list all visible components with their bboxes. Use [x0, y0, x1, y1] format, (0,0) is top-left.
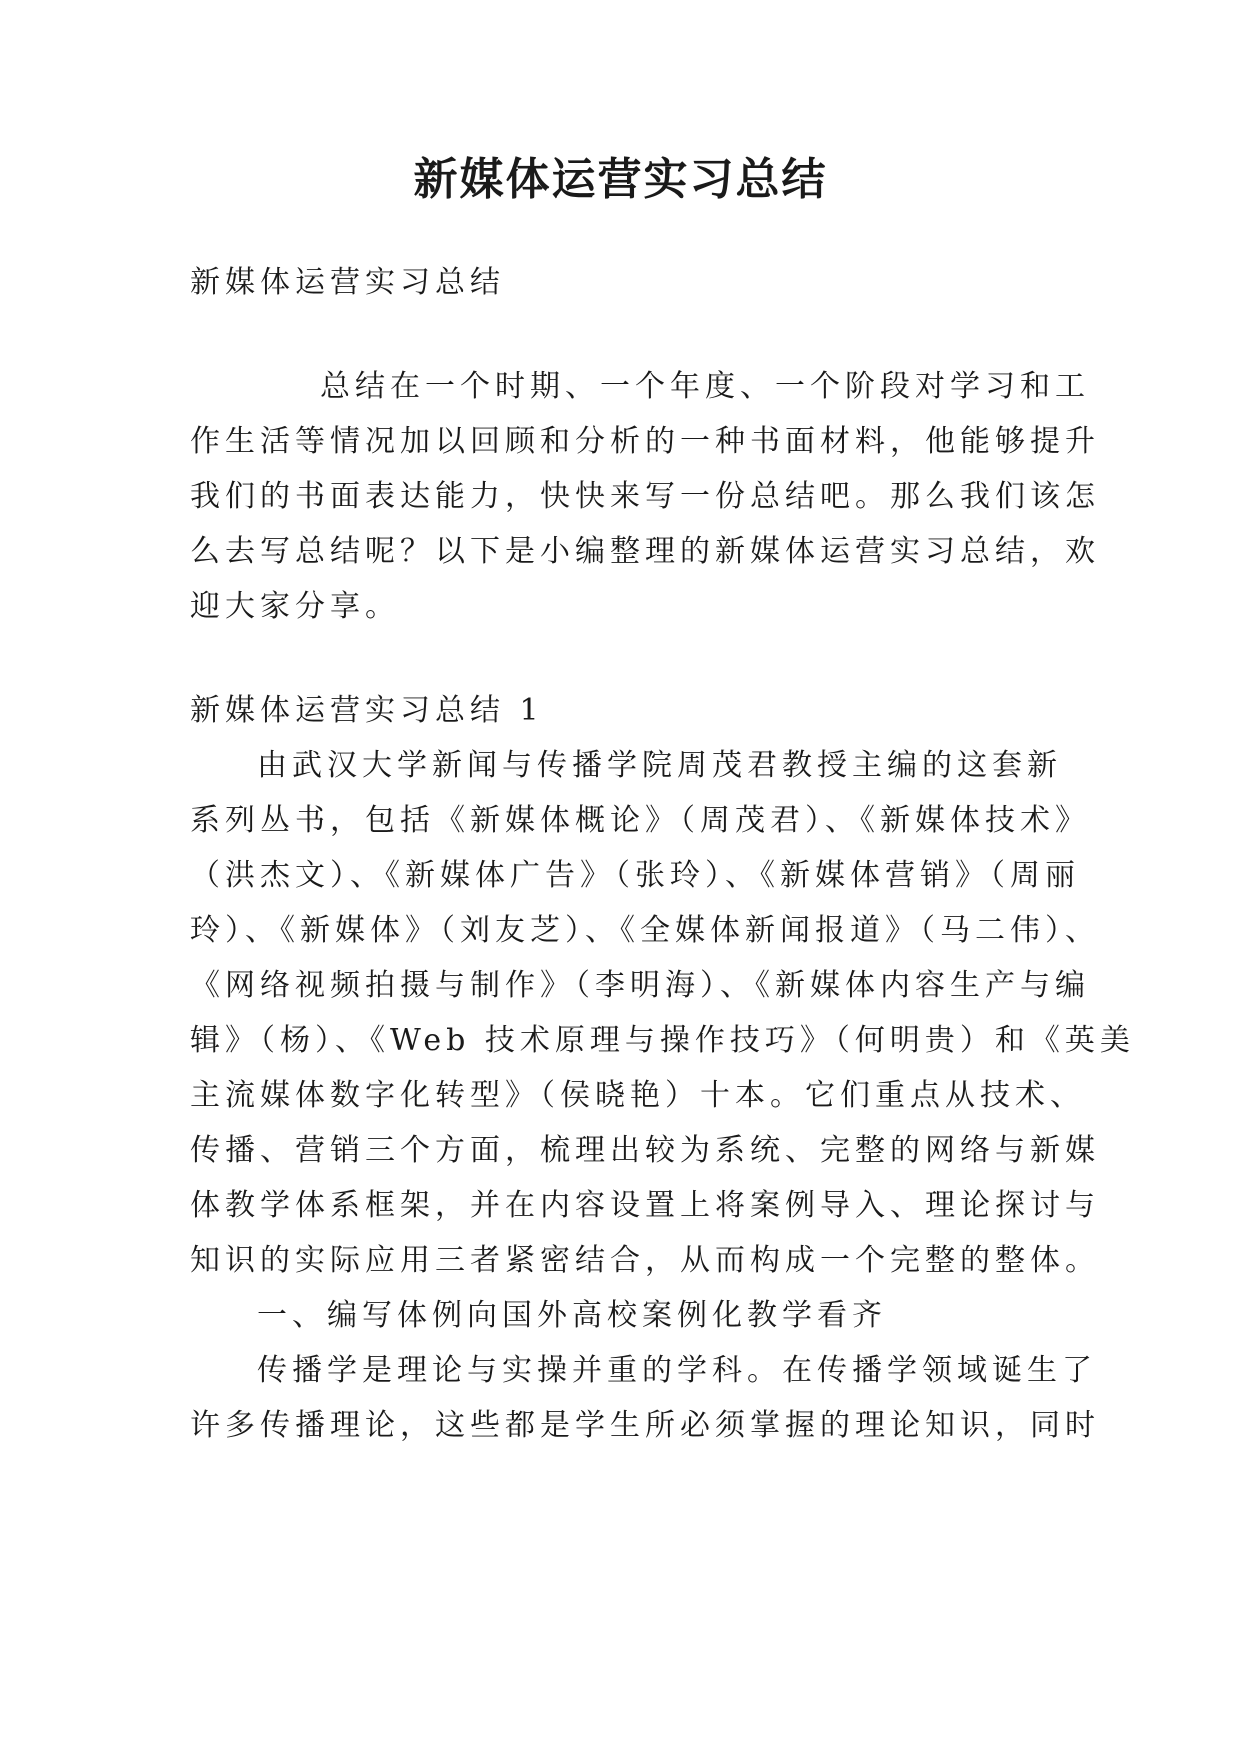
section-heading: 新媒体运营实习总结 1	[190, 693, 544, 728]
body-line: （洪杰文）、《新媒体广告》（张玲）、《新媒体营销》（周丽	[190, 858, 1080, 893]
intro-line: 总结在一个时期、一个年度、一个阶段对学习和工	[320, 369, 1090, 404]
intro-line: 迎大家分享。	[190, 589, 400, 624]
body-line: 系列丛书，包括《新媒体概论》（周茂君）、《新媒体技术》	[190, 803, 1090, 838]
body-line: 体教学体系框架，并在内容设置上将案例导入、理论探讨与	[190, 1188, 1100, 1223]
intro-line: 我们的书面表达能力，快快来写一份总结吧。那么我们该怎	[190, 479, 1100, 514]
subheading: 一、编写体例向国外高校案例化教学看齐	[257, 1298, 887, 1333]
intro-line: 作生活等情况加以回顾和分析的一种书面材料，他能够提升	[190, 424, 1100, 459]
body-line: 主流媒体数字化转型》（侯晓艳）十本。它们重点从技术、	[190, 1078, 1085, 1113]
document-subtitle: 新媒体运营实习总结	[190, 265, 505, 300]
final-line: 传播学是理论与实操并重的学科。在传播学领域诞生了	[257, 1353, 1097, 1388]
body-line: 知识的实际应用三者紧密结合，从而构成一个完整的整体。	[190, 1243, 1100, 1278]
body-line: 玲）、《新媒体》（刘友芝）、《全媒体新闻报道》（马二伟）、	[190, 913, 1100, 948]
body-line: 《网络视频拍摄与制作》（李明海）、《新媒体内容生产与编	[190, 968, 1090, 1003]
document-title: 新媒体运营实习总结	[413, 154, 828, 205]
body-line: 传播、营销三个方面，梳理出较为系统、完整的网络与新媒	[190, 1133, 1100, 1168]
final-line: 许多传播理论，这些都是学生所必须掌握的理论知识，同时	[190, 1408, 1100, 1443]
body-line: 由武汉大学新闻与传播学院周茂君教授主编的这套新	[257, 748, 1062, 783]
intro-line: 么去写总结呢？以下是小编整理的新媒体运营实习总结，欢	[190, 534, 1100, 569]
body-line: 辑》（杨）、《Web 技术原理与操作技巧》（何明贵）和《英美	[190, 1023, 1135, 1058]
